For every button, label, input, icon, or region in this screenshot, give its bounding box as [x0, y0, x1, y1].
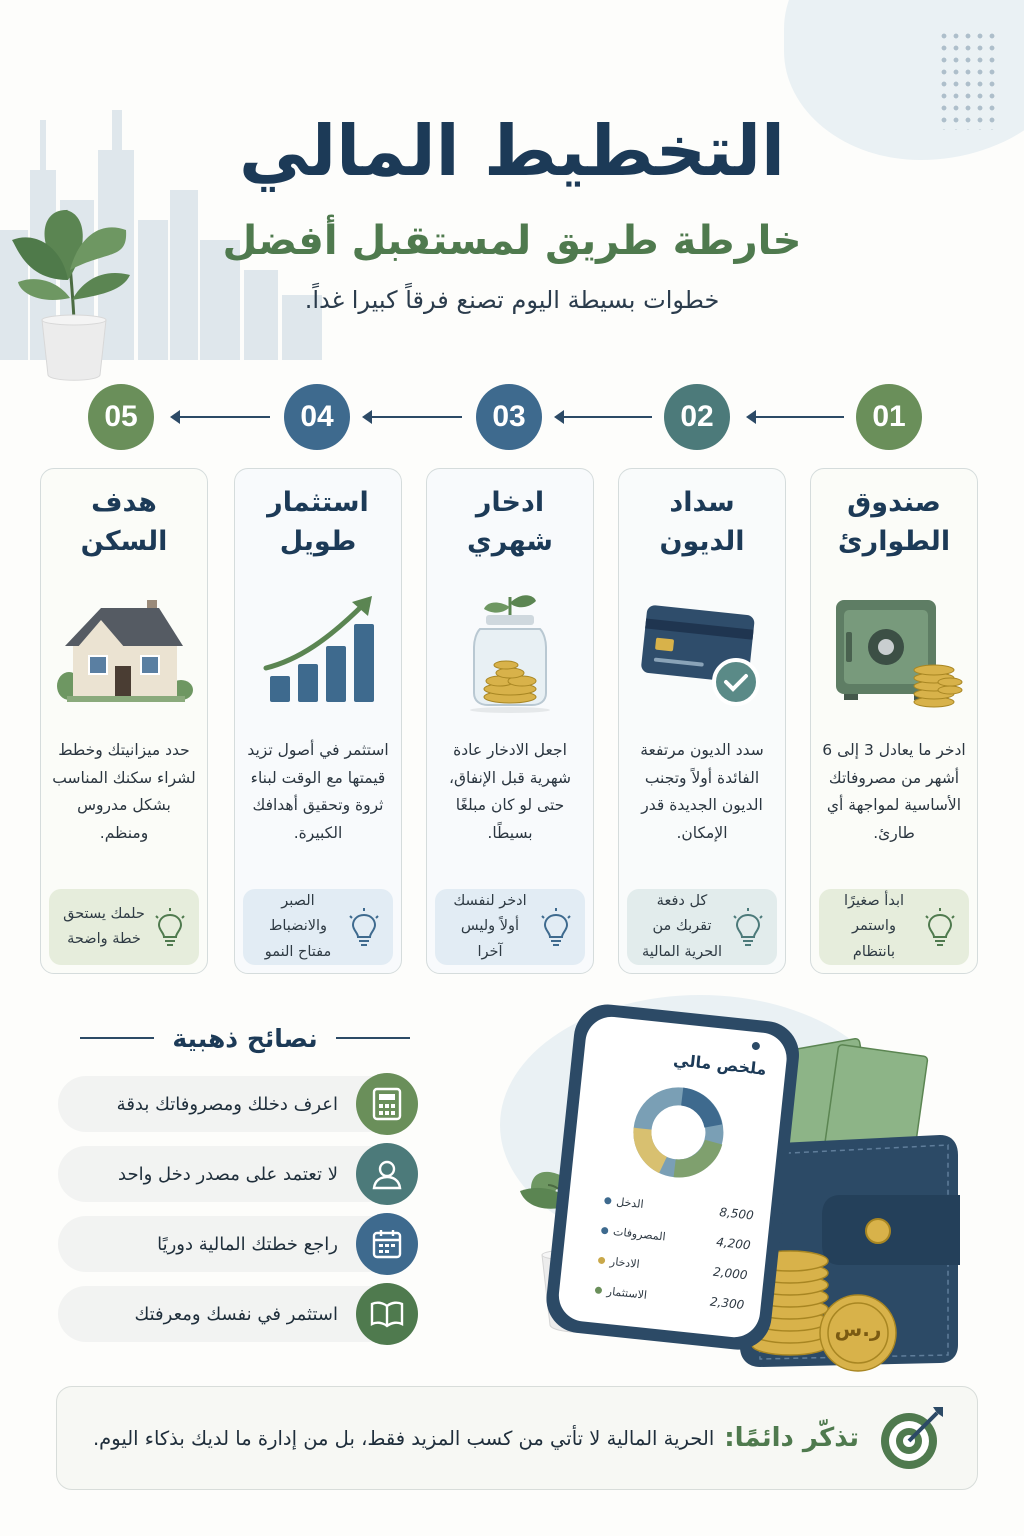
- golden-tips-heading: [80, 1020, 410, 1056]
- step-card-tip-text: حلمك يستحق خطة واضحة: [63, 905, 145, 947]
- lightbulb-icon: [347, 907, 381, 947]
- legend-dot: [598, 1256, 606, 1264]
- step-card-tip: [243, 889, 393, 965]
- page-title: التخطيط المالي: [239, 110, 785, 192]
- golden-tip-label: راجع خطتك المالية دوريًا: [157, 1233, 338, 1255]
- steps-timeline: [0, 380, 1024, 460]
- divider: [80, 1037, 154, 1039]
- legend-dot: [595, 1286, 603, 1294]
- lightbulb-icon: [923, 907, 957, 947]
- golden-tips-title: نصائح ذهبية: [172, 1023, 318, 1053]
- page-tagline: خطوات بسيطة اليوم تصنع فرقاً كبيرا غداً.: [304, 286, 720, 314]
- step-number-03: 03: [476, 384, 542, 450]
- book-icon: [356, 1283, 418, 1345]
- step-card-emergency-fund: [810, 468, 978, 974]
- calculator-icon: [356, 1073, 418, 1135]
- golden-tip-item: [58, 1216, 410, 1272]
- phone-summary-value: 2,300: [709, 1294, 745, 1313]
- step-card-tip: [435, 889, 585, 965]
- step-card-monthly-savings: [426, 468, 594, 974]
- finance-illustration: [440, 995, 1000, 1395]
- currency-coin-label: ر.س: [834, 1317, 882, 1341]
- golden-tip-label: استثمر في نفسك ومعرفتك: [134, 1303, 338, 1325]
- step-card-tip: [49, 889, 199, 965]
- safe-icon: [824, 590, 964, 710]
- phone-summary-label: الادخار: [609, 1254, 641, 1271]
- step-card-title: صندوق الطوارئ: [837, 486, 951, 557]
- step-number-04: 04: [284, 384, 350, 450]
- step-card-title: ادخار شهري: [467, 486, 553, 557]
- phone-summary-label: الدخل: [615, 1194, 645, 1211]
- step-card-description: ادخر ما يعادل 3 إلى 6 أشهر من مصروفاتك الأساسية لمواجهة أي طارئ.: [822, 741, 966, 842]
- credit-card-icon: [632, 590, 772, 710]
- target-icon: [877, 1403, 947, 1473]
- phone-summary-value: 2,000: [712, 1264, 749, 1283]
- step-card-title: هدف السكن: [80, 486, 168, 557]
- golden-tip-label: لا تعتمد على مصدر دخل واحد: [118, 1163, 338, 1185]
- timeline-arrow: [364, 416, 462, 418]
- lightbulb-icon: [731, 907, 765, 947]
- golden-tip-item: [58, 1146, 410, 1202]
- remember-lead: تذكّر دائمًا:: [724, 1423, 859, 1453]
- step-card-tip-text: ابدأ صغيرًا واستمر بانتظام: [843, 892, 905, 960]
- step-card-debt-payoff: [618, 468, 786, 974]
- phone-summary-label: المصروفات: [612, 1224, 667, 1243]
- savings-jar-icon: [440, 585, 580, 715]
- step-number-05: 05: [88, 384, 154, 450]
- page-subtitle: خارطة طريق لمستقبل أفضل: [222, 218, 802, 264]
- phone-summary-label: الاستثمار: [606, 1284, 648, 1302]
- remember-banner: [56, 1386, 978, 1490]
- growth-chart-icon: [248, 590, 388, 710]
- user-icon: [356, 1143, 418, 1205]
- timeline-arrow: [172, 416, 270, 418]
- divider: [336, 1037, 410, 1039]
- lightbulb-icon: [153, 907, 187, 947]
- phone-summary-value: 4,200: [715, 1234, 752, 1253]
- step-card-tip: [819, 889, 969, 965]
- step-card-description: اجعل الادخار عادة شهرية قبل الإنفاق، حتى لو كان مبلغًا بسيطًا.: [448, 741, 572, 842]
- step-number-02: 02: [664, 384, 730, 450]
- timeline-arrow: [748, 416, 844, 418]
- remember-text: الحرية المالية لا تأتي من كسب المزيد فقط، بل من إدارة ما لديك بذكاء اليوم.: [92, 1426, 715, 1450]
- legend-dot: [604, 1196, 612, 1204]
- step-card-title: سداد الديون: [659, 486, 745, 557]
- phone-summary-value: 8,500: [718, 1205, 755, 1223]
- step-card-description: سدد الديون مرتفعة الفائدة أولاً وتجنب الديون الجديدة قدر الإمكان.: [640, 741, 764, 842]
- golden-tip-item: [58, 1076, 410, 1132]
- step-number-01: 01: [856, 384, 922, 450]
- legend-dot: [601, 1226, 609, 1234]
- phone-summary-list: [593, 1185, 755, 1320]
- lightbulb-icon: [539, 907, 573, 947]
- step-card-description: حدد ميزانيتك وخطط لشراء سكنك المناسب بشكل مدروس ومنظم.: [52, 741, 196, 842]
- potted-plant-illustration: [8, 170, 138, 390]
- calendar-icon: [356, 1213, 418, 1275]
- step-card-housing-goal: [40, 468, 208, 974]
- step-card-tip-text: كل دفعة تقربك من الحرية المالية: [641, 892, 723, 960]
- step-card-tip-text: الصبر والانضباط مفتاح النمو: [264, 892, 332, 960]
- step-card-title: استثمار طويل: [267, 486, 369, 557]
- step-card-description: استثمر في أصول تزيد قيمتها مع الوقت لبناء ثروة وتحقيق أهدافك الكبيرة.: [247, 741, 389, 842]
- step-card-tip: [627, 889, 777, 965]
- phone-summary-title: ملخص مالي: [672, 1050, 768, 1079]
- house-icon: [49, 590, 199, 710]
- step-card-long-term-investment: [234, 468, 402, 974]
- timeline-arrow: [556, 416, 652, 418]
- golden-tip-item: [58, 1286, 410, 1342]
- golden-tip-label: اعرف دخلك ومصروفاتك بدقة: [116, 1093, 338, 1115]
- step-card-tip-text: ادخر لنفسك أولاً وليس آخرا: [453, 892, 527, 960]
